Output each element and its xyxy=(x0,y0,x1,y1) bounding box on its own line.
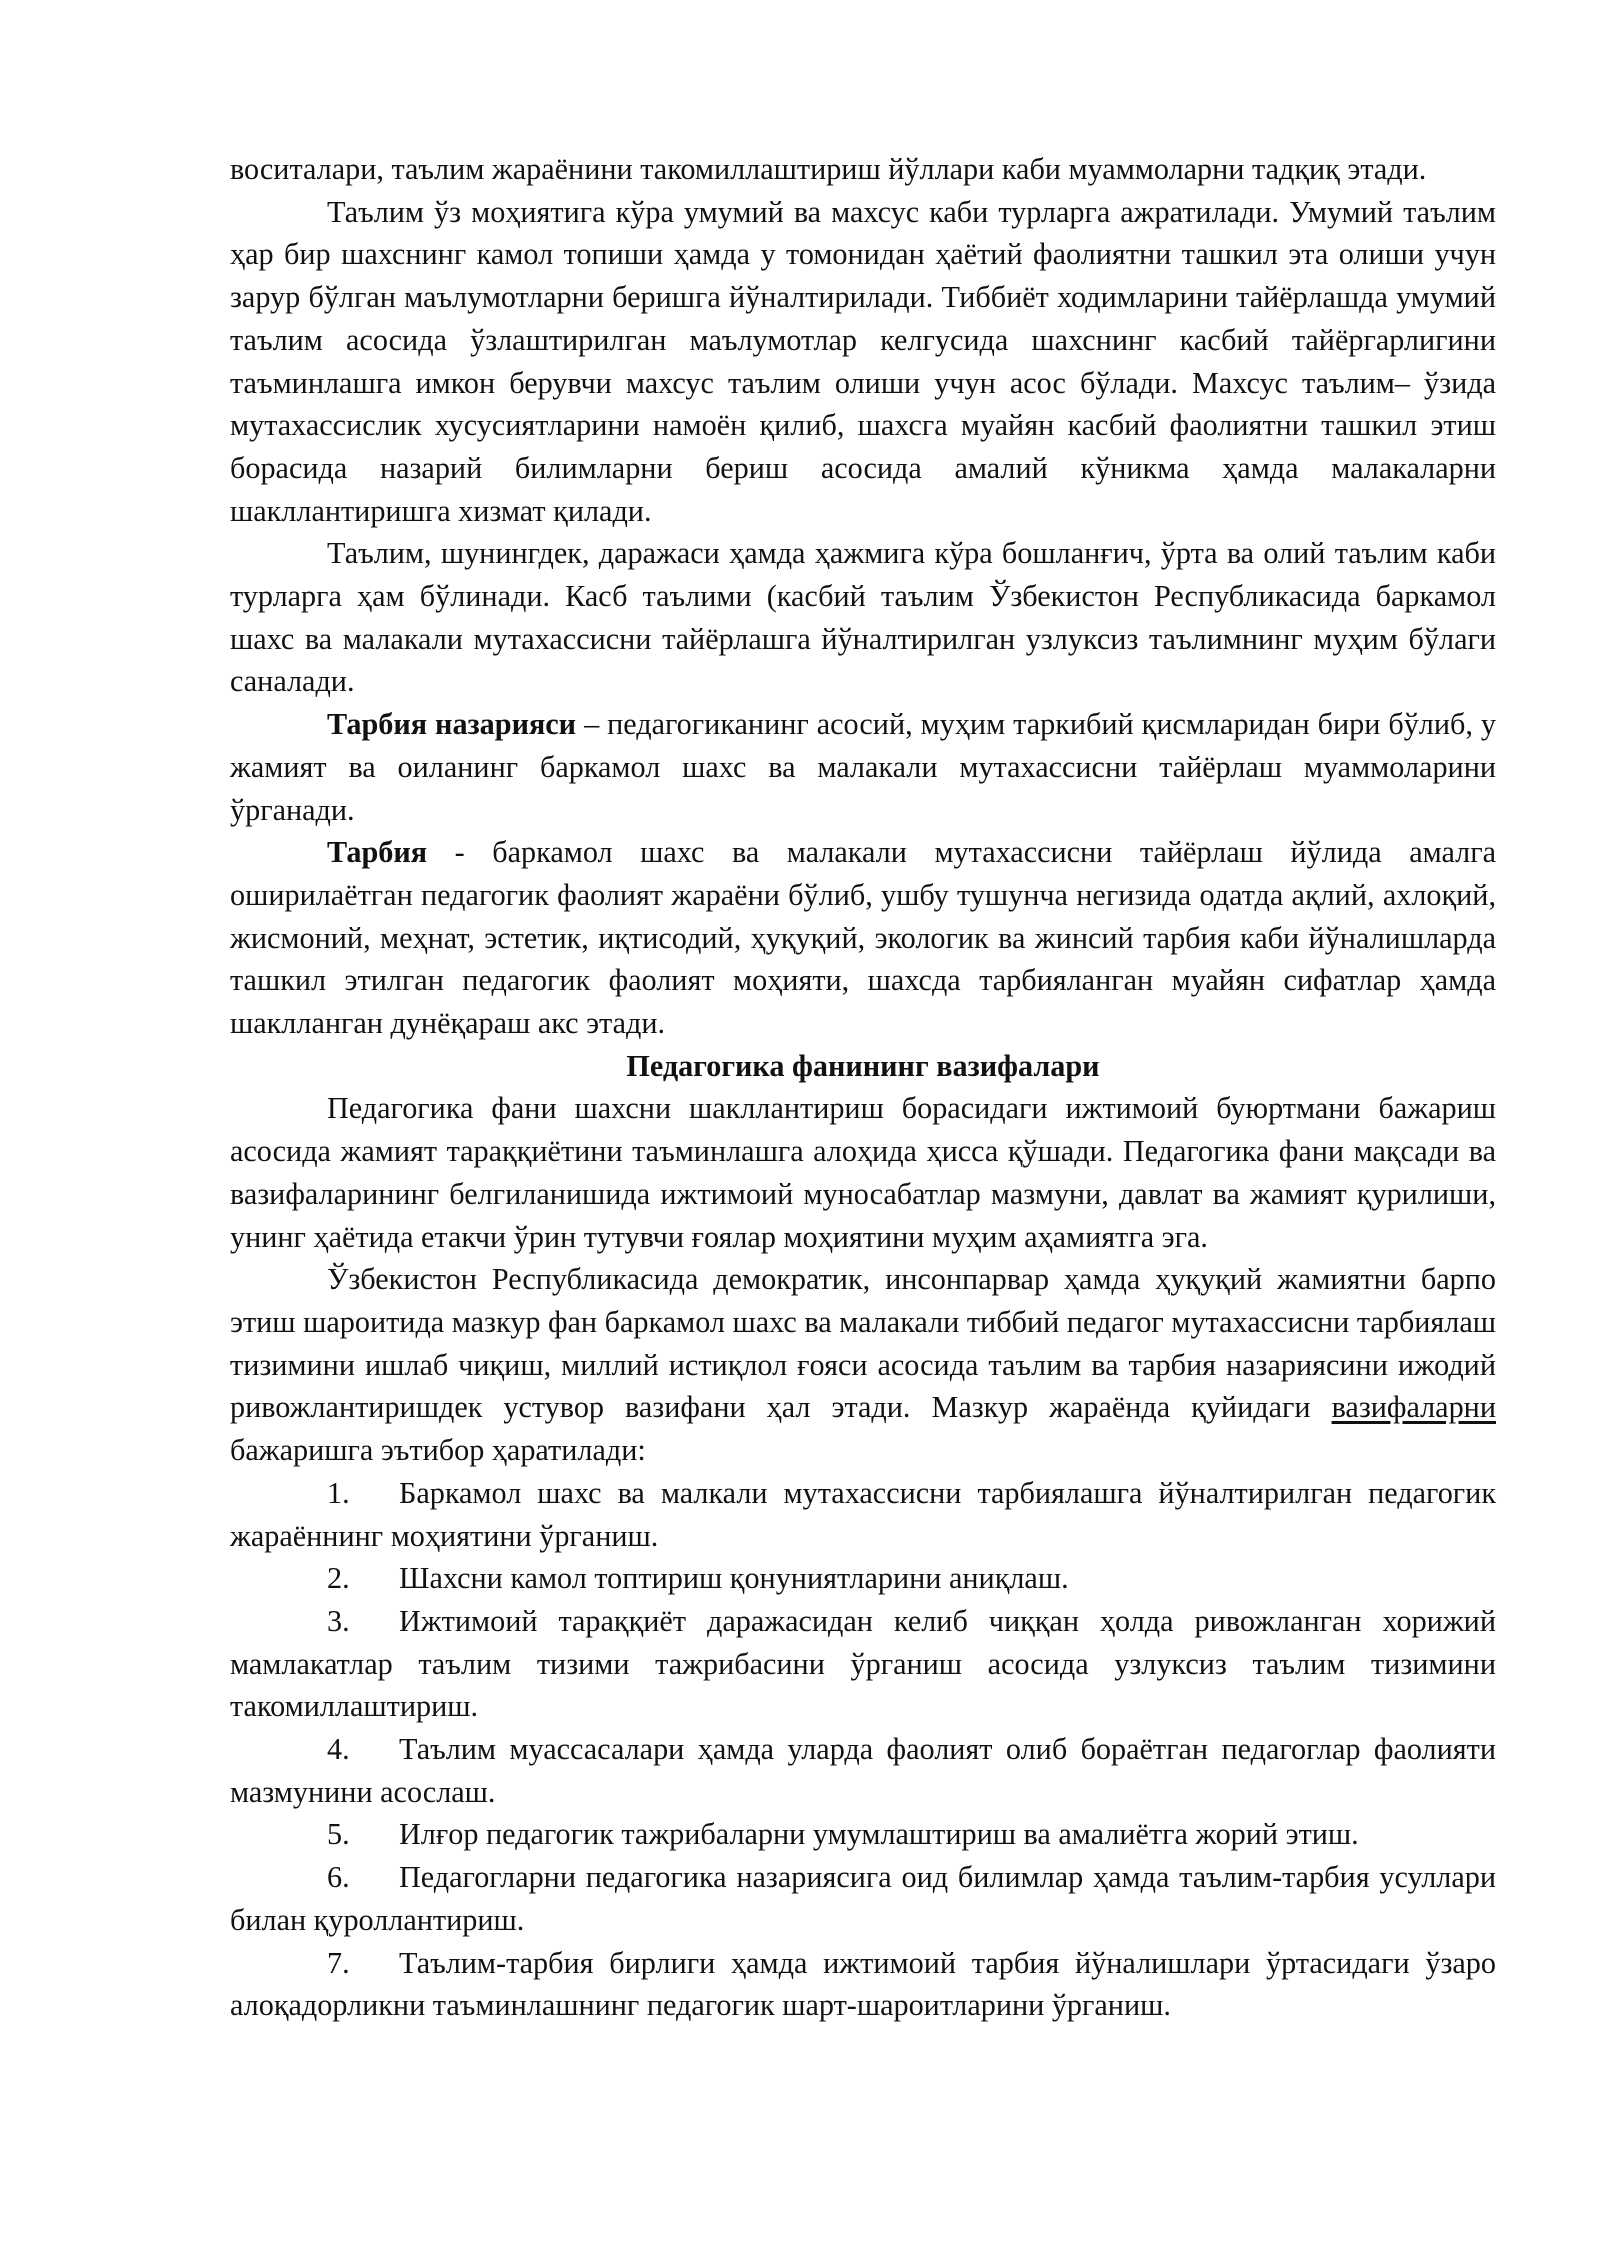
paragraph-education-types: Таълим ўз моҳиятига кўра умумий ва махсус каби турларга ажратилади. Умумий таълим ҳар бир шахснинг камол топиши ҳамда у томонидан ҳаётий фаолиятни ташкил эта олиши учун зарур бўлган маълумотларни беришга йўналтирилади. Тиббиёт ходимларини тайёрлашда умумий таълим асосида ўзлаштирилган маълумотлар келгусида шахснинг касбий тайёргарлигини таъминлашга имкон берувчи махсус таълим олиши учун асос бўлади. Махсус таълим– ўзида мутахассислик хусусиятларини намоён қилиб, шахсга муайян касбий фаолиятни ташкил этиш борасида назарий билимларни бериш асосида амалий кўникма ҳамда малакаларни шакллантиришга хизмат қилади. xyxy=(230,194,1496,528)
list-item-number: 7. xyxy=(327,1945,350,1980)
section-heading: Педагогика фанининг вазифалари xyxy=(626,1048,1100,1083)
tasks-list xyxy=(230,1472,1496,2027)
paragraph-upbringing-theory xyxy=(230,703,1496,831)
term-upbringing: Тарбия xyxy=(327,835,428,870)
list-item xyxy=(230,1600,1496,1728)
list-item-text: Ижтимоий тараққиёт даражасидан келиб чиққан ҳолда ривожланган хорижий мамлакатлар таълим тизими тажрибасини ўрганиш асосида узлуксиз таълим тизимини такомиллаштириш. xyxy=(230,1603,1496,1724)
paragraph-education-levels: Таълим, шунингдек, даражаси ҳамда ҳажмига кўра бошланғич, ўрта ва олий таълим каби турларга ҳам бўлинади. Касб таълими (касбий таълим Ўзбекистон Республикасида баркамол шахс ва малакали мутахассисни тайёрлашга йўналтирилган узлуксиз таълимнинг муҳим бўлаги саналади. xyxy=(230,536,1496,699)
list-item-text: Педагогларни педагогика назариясига оид билимлар ҳамда таълим-тарбия усуллари билан қуроллантириш. xyxy=(230,1860,1496,1937)
list-item-number: 2. xyxy=(327,1561,350,1596)
list-item xyxy=(230,1557,1496,1600)
list-item-text: Илғор педагогик тажрибаларни умумлаштириш ва амалиётга жорий этиш. xyxy=(399,1817,1359,1852)
document-page xyxy=(230,148,1496,2027)
tasks-intro-text: Ўзбекистон Республикасида демократик, инсонпарвар ҳамда ҳуқуқий жамиятни барпо этиш шароитида мазкур фан баркамол шахс ва малакали тиббий педагог мутахассисни тарбиялаш тизимини ишлаб чиқиш, миллий истиқлол ғояси асосида таълим ва тарбия назариясини ижодий ривожлантиришдек устувор вазифани ҳал этади. Мазкур жараёнда қуйидаги xyxy=(230,1262,1496,1425)
list-item-number: 6. xyxy=(327,1860,350,1895)
paragraph-pedagogy-role: Педагогика фани шахсни шакллантириш борасидаги ижтимоий буюртмани бажариш асосида жамият тараққиётини таъминлашга алоҳида ҳисса қўшади. Педагогика фани мақсади ва вазифаларининг белгиланишида ижтимоий муносабатлар мазмуни, давлат ва жамият қурилиши, унинг ҳаётида етакчи ўрин тутувчи ғоялар моҳиятини муҳим аҳамиятга эга. xyxy=(230,1091,1496,1254)
list-item xyxy=(230,1728,1496,1813)
list-item-number: 3. xyxy=(327,1603,350,1638)
term-upbringing-theory: Тарбия назарияси xyxy=(327,707,577,742)
list-item xyxy=(230,1856,1496,1941)
list-item-number: 5. xyxy=(327,1817,350,1852)
paragraph-upbringing xyxy=(230,831,1496,1045)
list-item-text: Таълим-тарбия бирлиги ҳамда ижтимоий тарбия йўналишлари ўртасидаги ўзаро алоқадорликни таъминлашнинг педагогик шарт-шароитларини ўрганиш. xyxy=(230,1945,1496,2023)
list-item-number: 1. xyxy=(327,1475,350,1510)
list-item xyxy=(230,1813,1496,1856)
underlined-word: вазифаларни xyxy=(1331,1390,1496,1425)
tasks-intro-end: бажаришга эътибор ҳаратилади: xyxy=(230,1433,646,1468)
list-item xyxy=(230,1942,1496,2027)
definition-upbringing: - баркамол шахс ва малакали мутахассисни тайёрлаш йўлида амалга оширилаётган педагогик фаолият жараёни бўлиб, ушбу тушунча негизида одатда ақлий, ахлоқий, жисмоний, меҳнат, эстетик, иқтисодий, ҳуқуқий, экологик ва жинсий тарбия каби йўналишларда ташкил этилган педагогик фаолият моҳияти, шахсда тарбияланган муайян сифатлар ҳамда шаклланган дунёқараш акс этади. xyxy=(230,835,1496,1041)
definition-upbringing-theory: – педагогиканинг асосий, муҳим таркибий қисмларидан бири бўлиб, у жамият ва оиланинг баркамол шахс ва малакали мутахассисни тайёрлаш муаммоларини ўрганади. xyxy=(230,707,1496,827)
list-item-number: 4. xyxy=(327,1732,350,1767)
paragraph-tasks-intro xyxy=(230,1258,1496,1472)
list-item-text: Таълим муассасалари ҳамда уларда фаолият олиб бораётган педагоглар фаолияти мазмунини асослаш. xyxy=(230,1732,1496,1809)
paragraph-continuation: воситалари, таълим жараёнини такомиллаштириш йўллари каби муаммоларни тадқиқ этади. xyxy=(230,152,1427,186)
list-item-text: Баркамол шахс ва малкали мутахассисни тарбиялашга йўналтирилган педагогик жараённинг моҳиятини ўрганиш. xyxy=(230,1475,1496,1553)
list-item-text: Шахсни камол топтириш қонуниятларини аниқлаш. xyxy=(399,1561,1069,1596)
list-item xyxy=(230,1472,1496,1557)
